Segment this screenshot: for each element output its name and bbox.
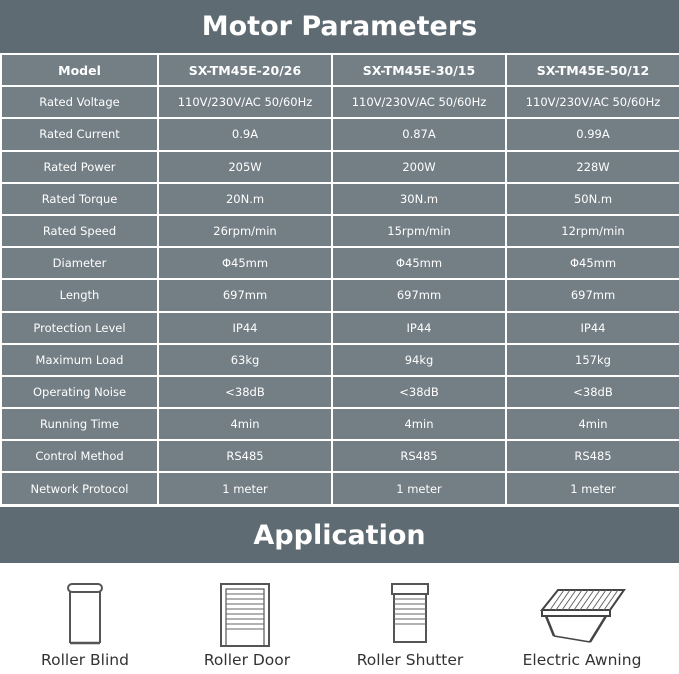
table-row <box>2 313 679 343</box>
header-cell: SX-TM45E-50/12 <box>507 55 679 85</box>
header-cell: SX-TM45E-20/26 <box>159 55 331 85</box>
application-item <box>325 563 495 674</box>
table-cell: 30N.m <box>333 184 505 214</box>
table-cell: 63kg <box>159 345 331 375</box>
application-label: Roller Shutter <box>356 651 464 669</box>
row-label-cell: Operating Noise <box>2 377 157 407</box>
table-cell: 697mm <box>333 280 505 310</box>
table-cell: Φ45mm <box>159 248 331 278</box>
application-title: Application <box>0 507 679 563</box>
application-item <box>162 563 332 674</box>
application-item <box>497 563 667 674</box>
table-row <box>2 248 679 278</box>
row-label-cell: Rated Power <box>2 152 157 182</box>
parameters-table <box>0 53 679 506</box>
table-cell: 0.87A <box>333 119 505 149</box>
roller-shutter-icon <box>380 580 440 650</box>
table-cell: 4min <box>507 409 679 439</box>
table-cell: RS485 <box>159 441 331 471</box>
row-label-cell: Protection Level <box>2 313 157 343</box>
roller-blind-icon <box>55 580 115 650</box>
table-body <box>2 87 679 503</box>
table-cell: 12rpm/min <box>507 216 679 246</box>
table-cell: 200W <box>333 152 505 182</box>
table-row <box>2 441 679 471</box>
table-cell: 110V/230V/AC 50/60Hz <box>507 87 679 117</box>
table-cell: <38dB <box>507 377 679 407</box>
page-title: Motor Parameters <box>0 0 679 53</box>
table-row <box>2 184 679 214</box>
table-cell: IP44 <box>507 313 679 343</box>
table-row <box>2 119 679 149</box>
application-label: Electric Awning <box>522 651 642 669</box>
table-cell: 1 meter <box>333 473 505 503</box>
table-row <box>2 216 679 246</box>
table-cell: 1 meter <box>507 473 679 503</box>
row-label-cell: Diameter <box>2 248 157 278</box>
table-row <box>2 152 679 182</box>
table-header-row <box>2 55 679 85</box>
table-cell: 0.99A <box>507 119 679 149</box>
table-row <box>2 280 679 310</box>
application-label: Roller Blind <box>41 651 129 669</box>
row-label-cell: Network Protocol <box>2 473 157 503</box>
table-cell: 94kg <box>333 345 505 375</box>
table-cell: 697mm <box>159 280 331 310</box>
application-list <box>0 563 679 674</box>
table-row <box>2 473 679 503</box>
table-cell: IP44 <box>159 313 331 343</box>
roller-door-icon <box>215 580 275 650</box>
parameters-table-container <box>0 53 679 507</box>
table-row <box>2 87 679 117</box>
table-cell: 20N.m <box>159 184 331 214</box>
table-cell: Φ45mm <box>333 248 505 278</box>
table-row <box>2 345 679 375</box>
header-cell: Model <box>2 55 157 85</box>
table-cell: 110V/230V/AC 50/60Hz <box>333 87 505 117</box>
row-label-cell: Length <box>2 280 157 310</box>
table-cell: 4min <box>333 409 505 439</box>
row-label-cell: Running Time <box>2 409 157 439</box>
table-cell: <38dB <box>159 377 331 407</box>
table-row <box>2 377 679 407</box>
table-cell: 205W <box>159 152 331 182</box>
table-cell: 697mm <box>507 280 679 310</box>
row-label-cell: Maximum Load <box>2 345 157 375</box>
row-label-cell: Rated Speed <box>2 216 157 246</box>
table-cell: Φ45mm <box>507 248 679 278</box>
header-cell: SX-TM45E-30/15 <box>333 55 505 85</box>
application-item <box>0 563 170 674</box>
application-label: Roller Door <box>203 651 291 669</box>
table-cell: IP44 <box>333 313 505 343</box>
table-cell: 228W <box>507 152 679 182</box>
table-cell: <38dB <box>333 377 505 407</box>
table-cell: 157kg <box>507 345 679 375</box>
electric-awning-icon <box>532 580 632 650</box>
row-label-cell: Rated Torque <box>2 184 157 214</box>
row-label-cell: Rated Current <box>2 119 157 149</box>
row-label-cell: Control Method <box>2 441 157 471</box>
table-cell: 26rpm/min <box>159 216 331 246</box>
table-cell: RS485 <box>507 441 679 471</box>
table-cell: 15rpm/min <box>333 216 505 246</box>
table-cell: 0.9A <box>159 119 331 149</box>
table-cell: 4min <box>159 409 331 439</box>
table-cell: RS485 <box>333 441 505 471</box>
table-cell: 110V/230V/AC 50/60Hz <box>159 87 331 117</box>
table-row <box>2 409 679 439</box>
row-label-cell: Rated Voltage <box>2 87 157 117</box>
table-cell: 50N.m <box>507 184 679 214</box>
table-cell: 1 meter <box>159 473 331 503</box>
